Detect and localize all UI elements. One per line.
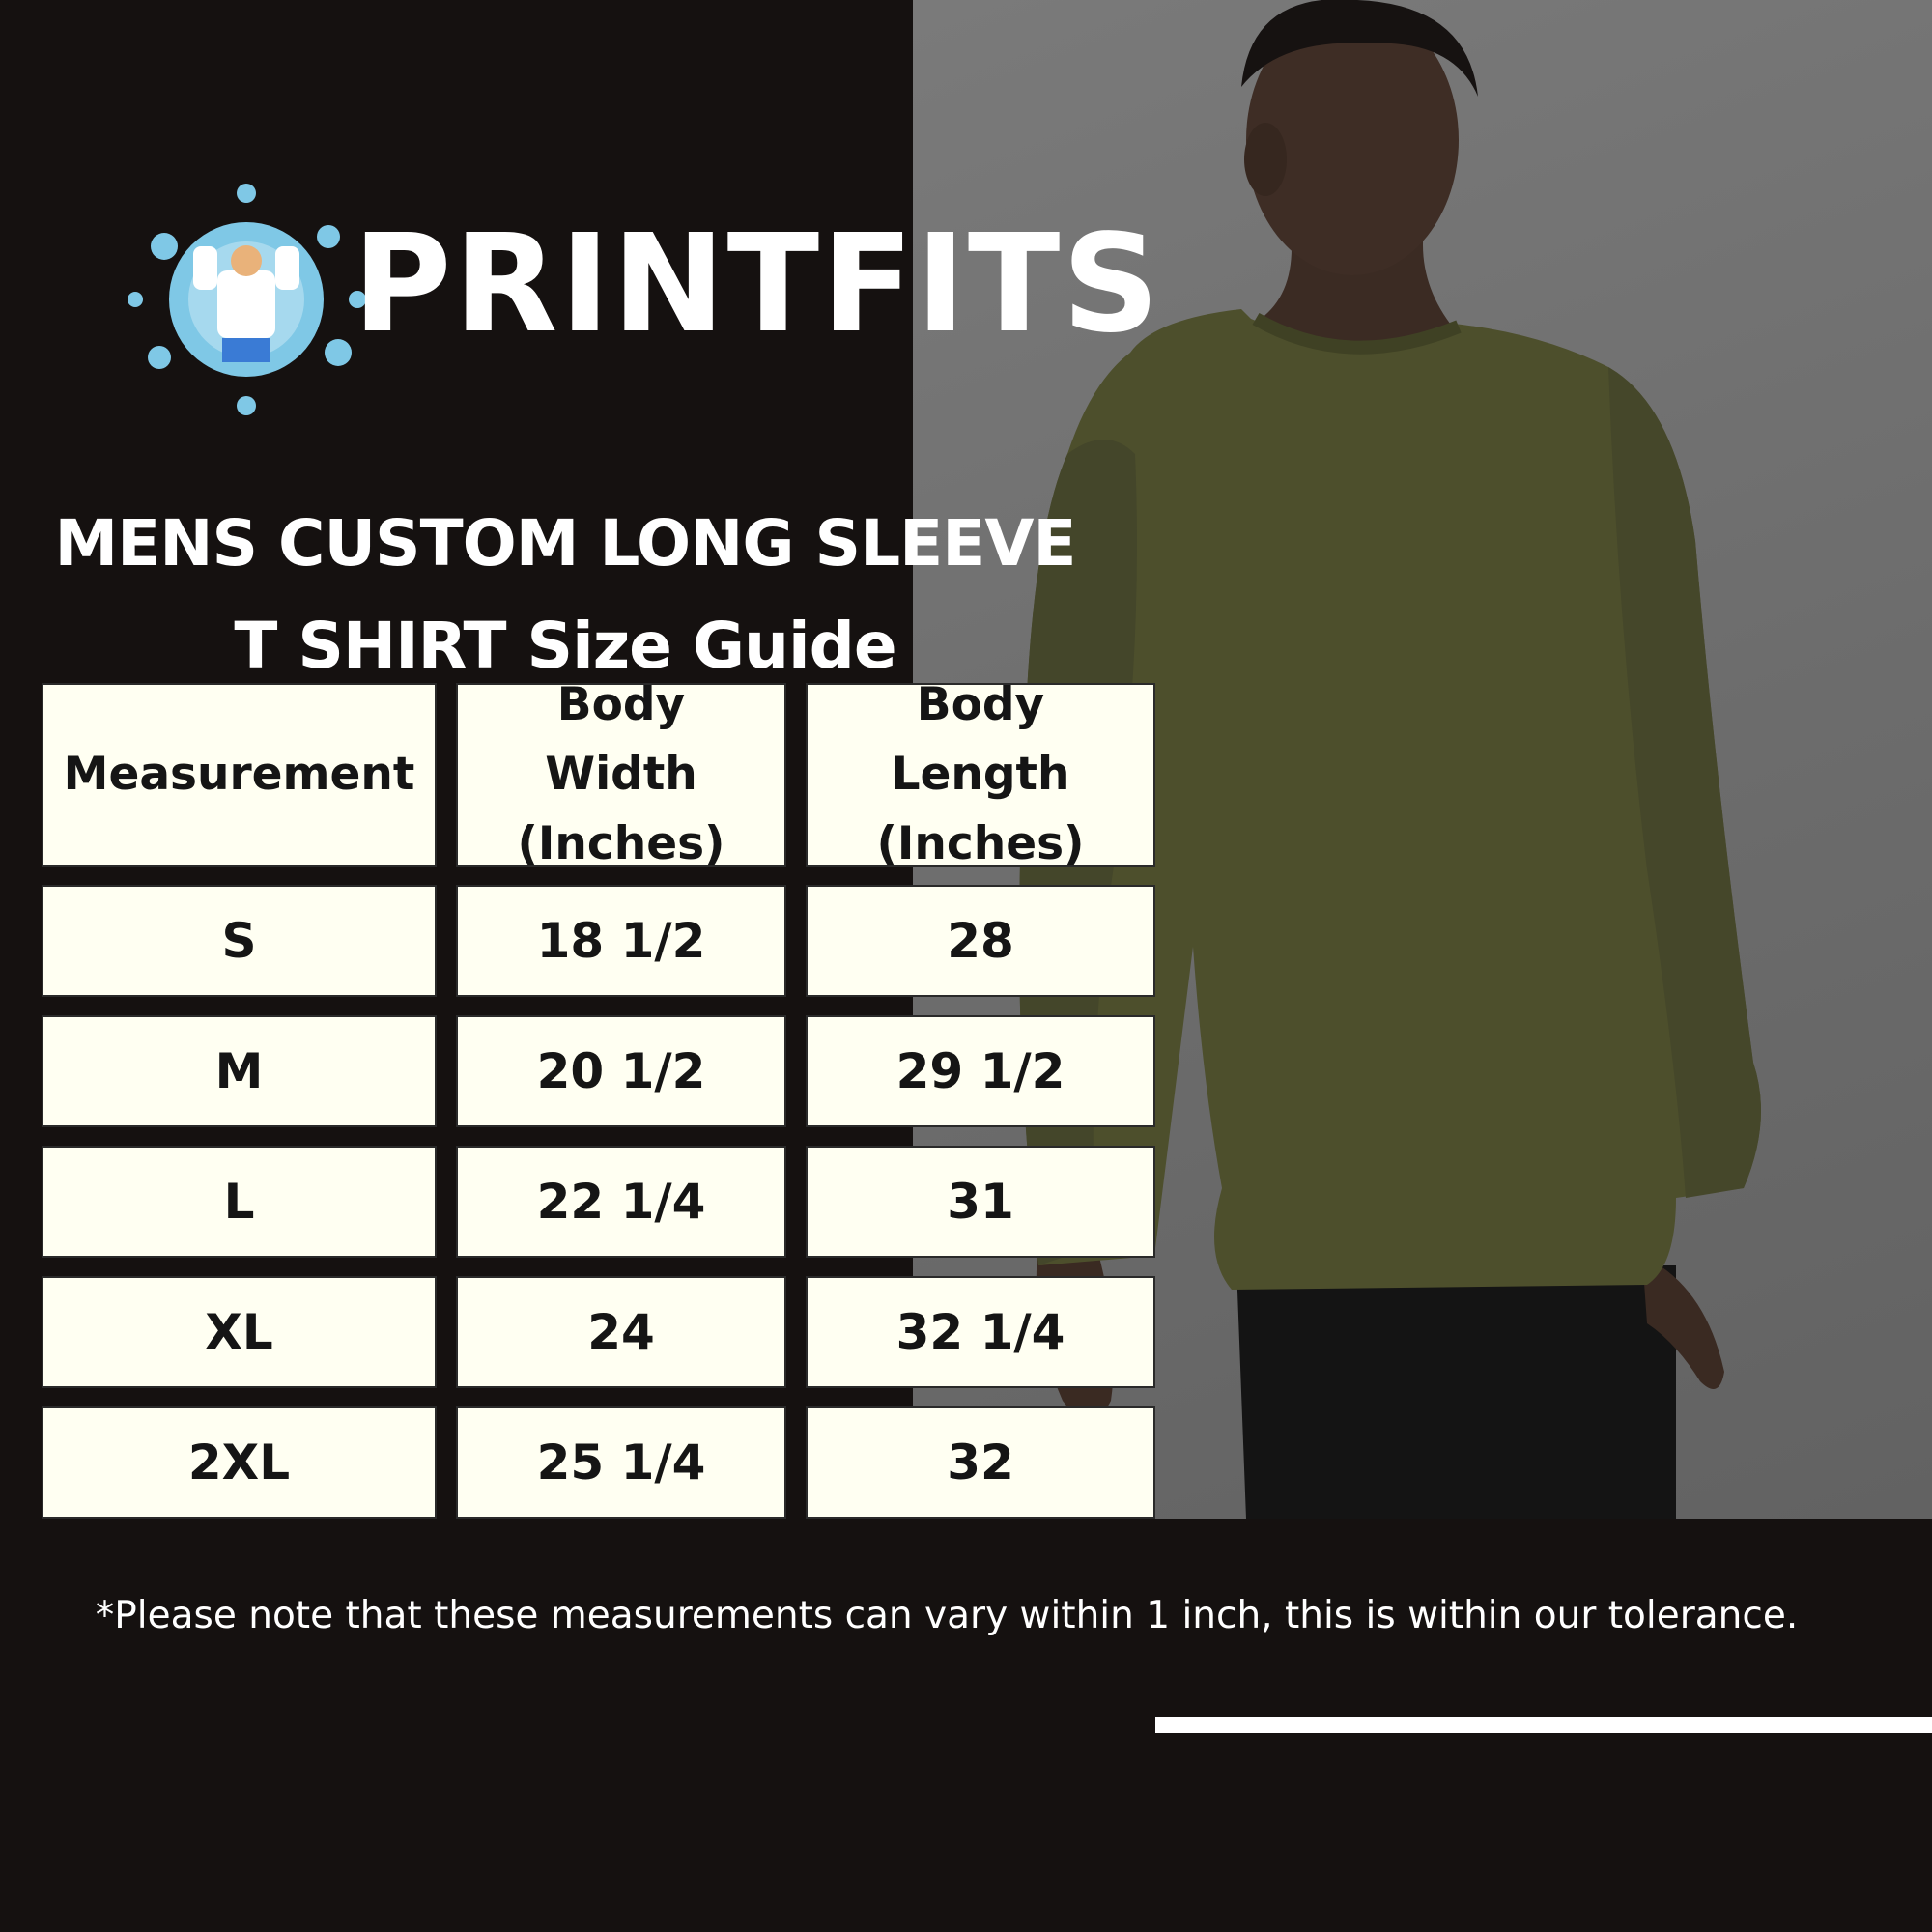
size-cell: L [42,1146,437,1258]
brand-name: PRINTFITS [353,206,1162,363]
width-cell: 22 1/4 [456,1146,786,1258]
size-cell: XL [42,1276,437,1388]
length-cell: 28 [806,885,1155,997]
length-cell: 32 [806,1406,1155,1519]
size-cell: M [42,1015,437,1127]
size-cell: S [42,885,437,997]
divider-line [1155,1717,1932,1733]
width-cell: 18 1/2 [456,885,786,997]
tolerance-note: *Please note that these measurements can vary within 1 inch, this is within our tolerance. [95,1594,1799,1637]
title-line-1: MENS CUSTOM LONG SLEEVE [54,506,1076,581]
header-body-length: Body Length (Inches) [806,683,1155,867]
length-cell: 32 1/4 [806,1276,1155,1388]
width-cell: 25 1/4 [456,1406,786,1519]
length-cell: 29 1/2 [806,1015,1155,1127]
page-title [39,493,1092,697]
paint-splash-logo-icon [126,179,367,420]
width-cell: 24 [456,1276,786,1388]
width-cell: 20 1/2 [456,1015,786,1127]
header-body-width: Body Width (Inches) [456,683,786,867]
brand-logo [126,179,1162,420]
size-cell: 2XL [42,1406,437,1519]
length-cell: 31 [806,1146,1155,1258]
header-measurement: Measurement [42,683,437,867]
title-line-2: T SHIRT Size Guide [234,609,896,683]
